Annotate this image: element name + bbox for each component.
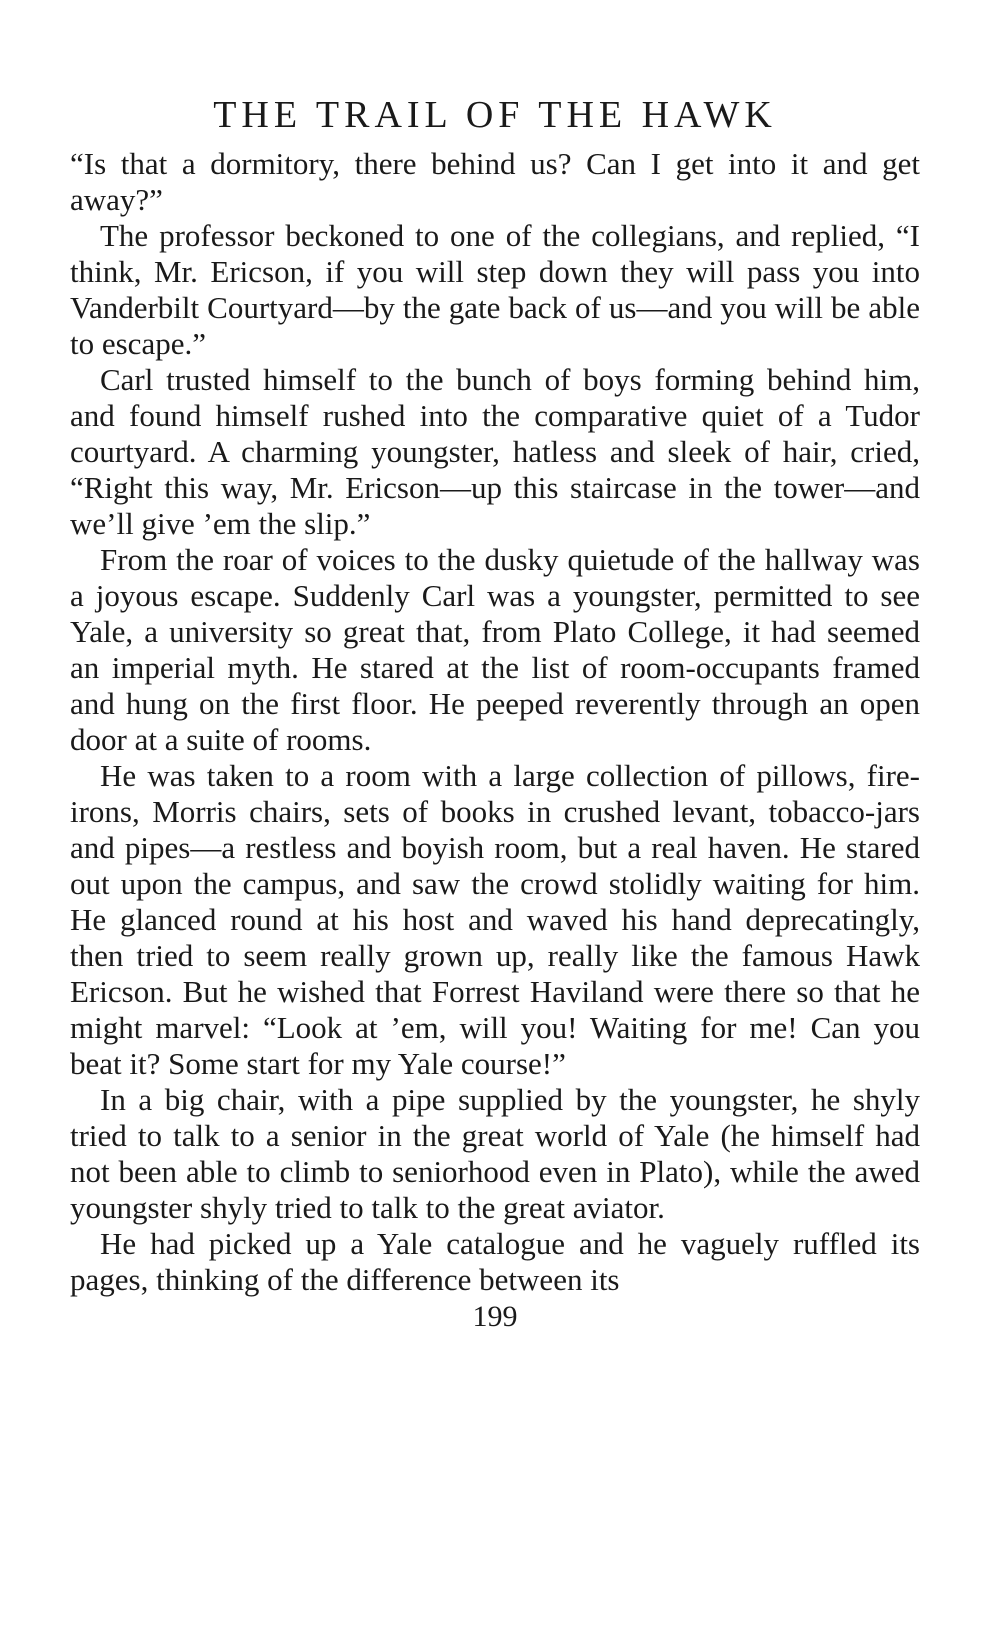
paragraph: From the roar of voices to the dusky quietude of the hallway was a joyous escape. Suddenly Carl was a youngster, permitted to see Yale, a university so great that, from Plato College, it had seemed an imperial myth. He stared at the list of room-occupants framed and hung on the first floor. He peeped reverently through an open door at a suite of rooms. (70, 542, 920, 757)
body-text (70, 146, 920, 1298)
paragraph: He had picked up a Yale catalogue and he vaguely ruffled its pages, thinking of the difference between its (70, 1226, 920, 1297)
page-number: 199 (472, 1300, 518, 1333)
paragraph: Carl trusted himself to the bunch of boys forming behind him, and found himself rushed into the comparative quiet of a Tudor courtyard. A charming youngster, hatless and sleek of hair, cried, “Right this way, Mr. Ericson—up this staircase in the tower—and we’ll give ’em the slip.” (70, 362, 920, 541)
running-head-title: THE TRAIL OF THE HAWK (213, 94, 777, 136)
book-page (70, 92, 920, 1334)
paragraph: “Is that a dormitory, there behind us? Can I get into it and get away?” (70, 146, 920, 217)
paragraph: The professor beckoned to one of the collegians, and replied, “I think, Mr. Ericson, if you will step down they will pass you into Vanderbilt Courtyard—by the gate back of us—and you will be able to escape.” (70, 218, 920, 361)
paragraph: In a big chair, with a pipe supplied by the youngster, he shyly tried to talk to a senior in the great world of Yale (he himself had not been able to climb to seniorhood even in Plato), while the awed youngster shyly tried to talk to the great aviator. (70, 1082, 920, 1225)
paragraph: He was taken to a room with a large collection of pillows, fire-irons, Morris chairs, sets of books in crushed levant, tobacco-jars and pipes—a restless and boyish room, but a real haven. He stared out upon the campus, and saw the crowd stolidly waiting for him. He glanced round at his host and waved his hand deprecatingly, then tried to seem really grown up, really like the famous Hawk Ericson. But he wished that Forrest Haviland were there so that he might marvel: “Look at ’em, will you! Waiting for me! Can you beat it? Some start for my Yale course!” (70, 758, 920, 1081)
